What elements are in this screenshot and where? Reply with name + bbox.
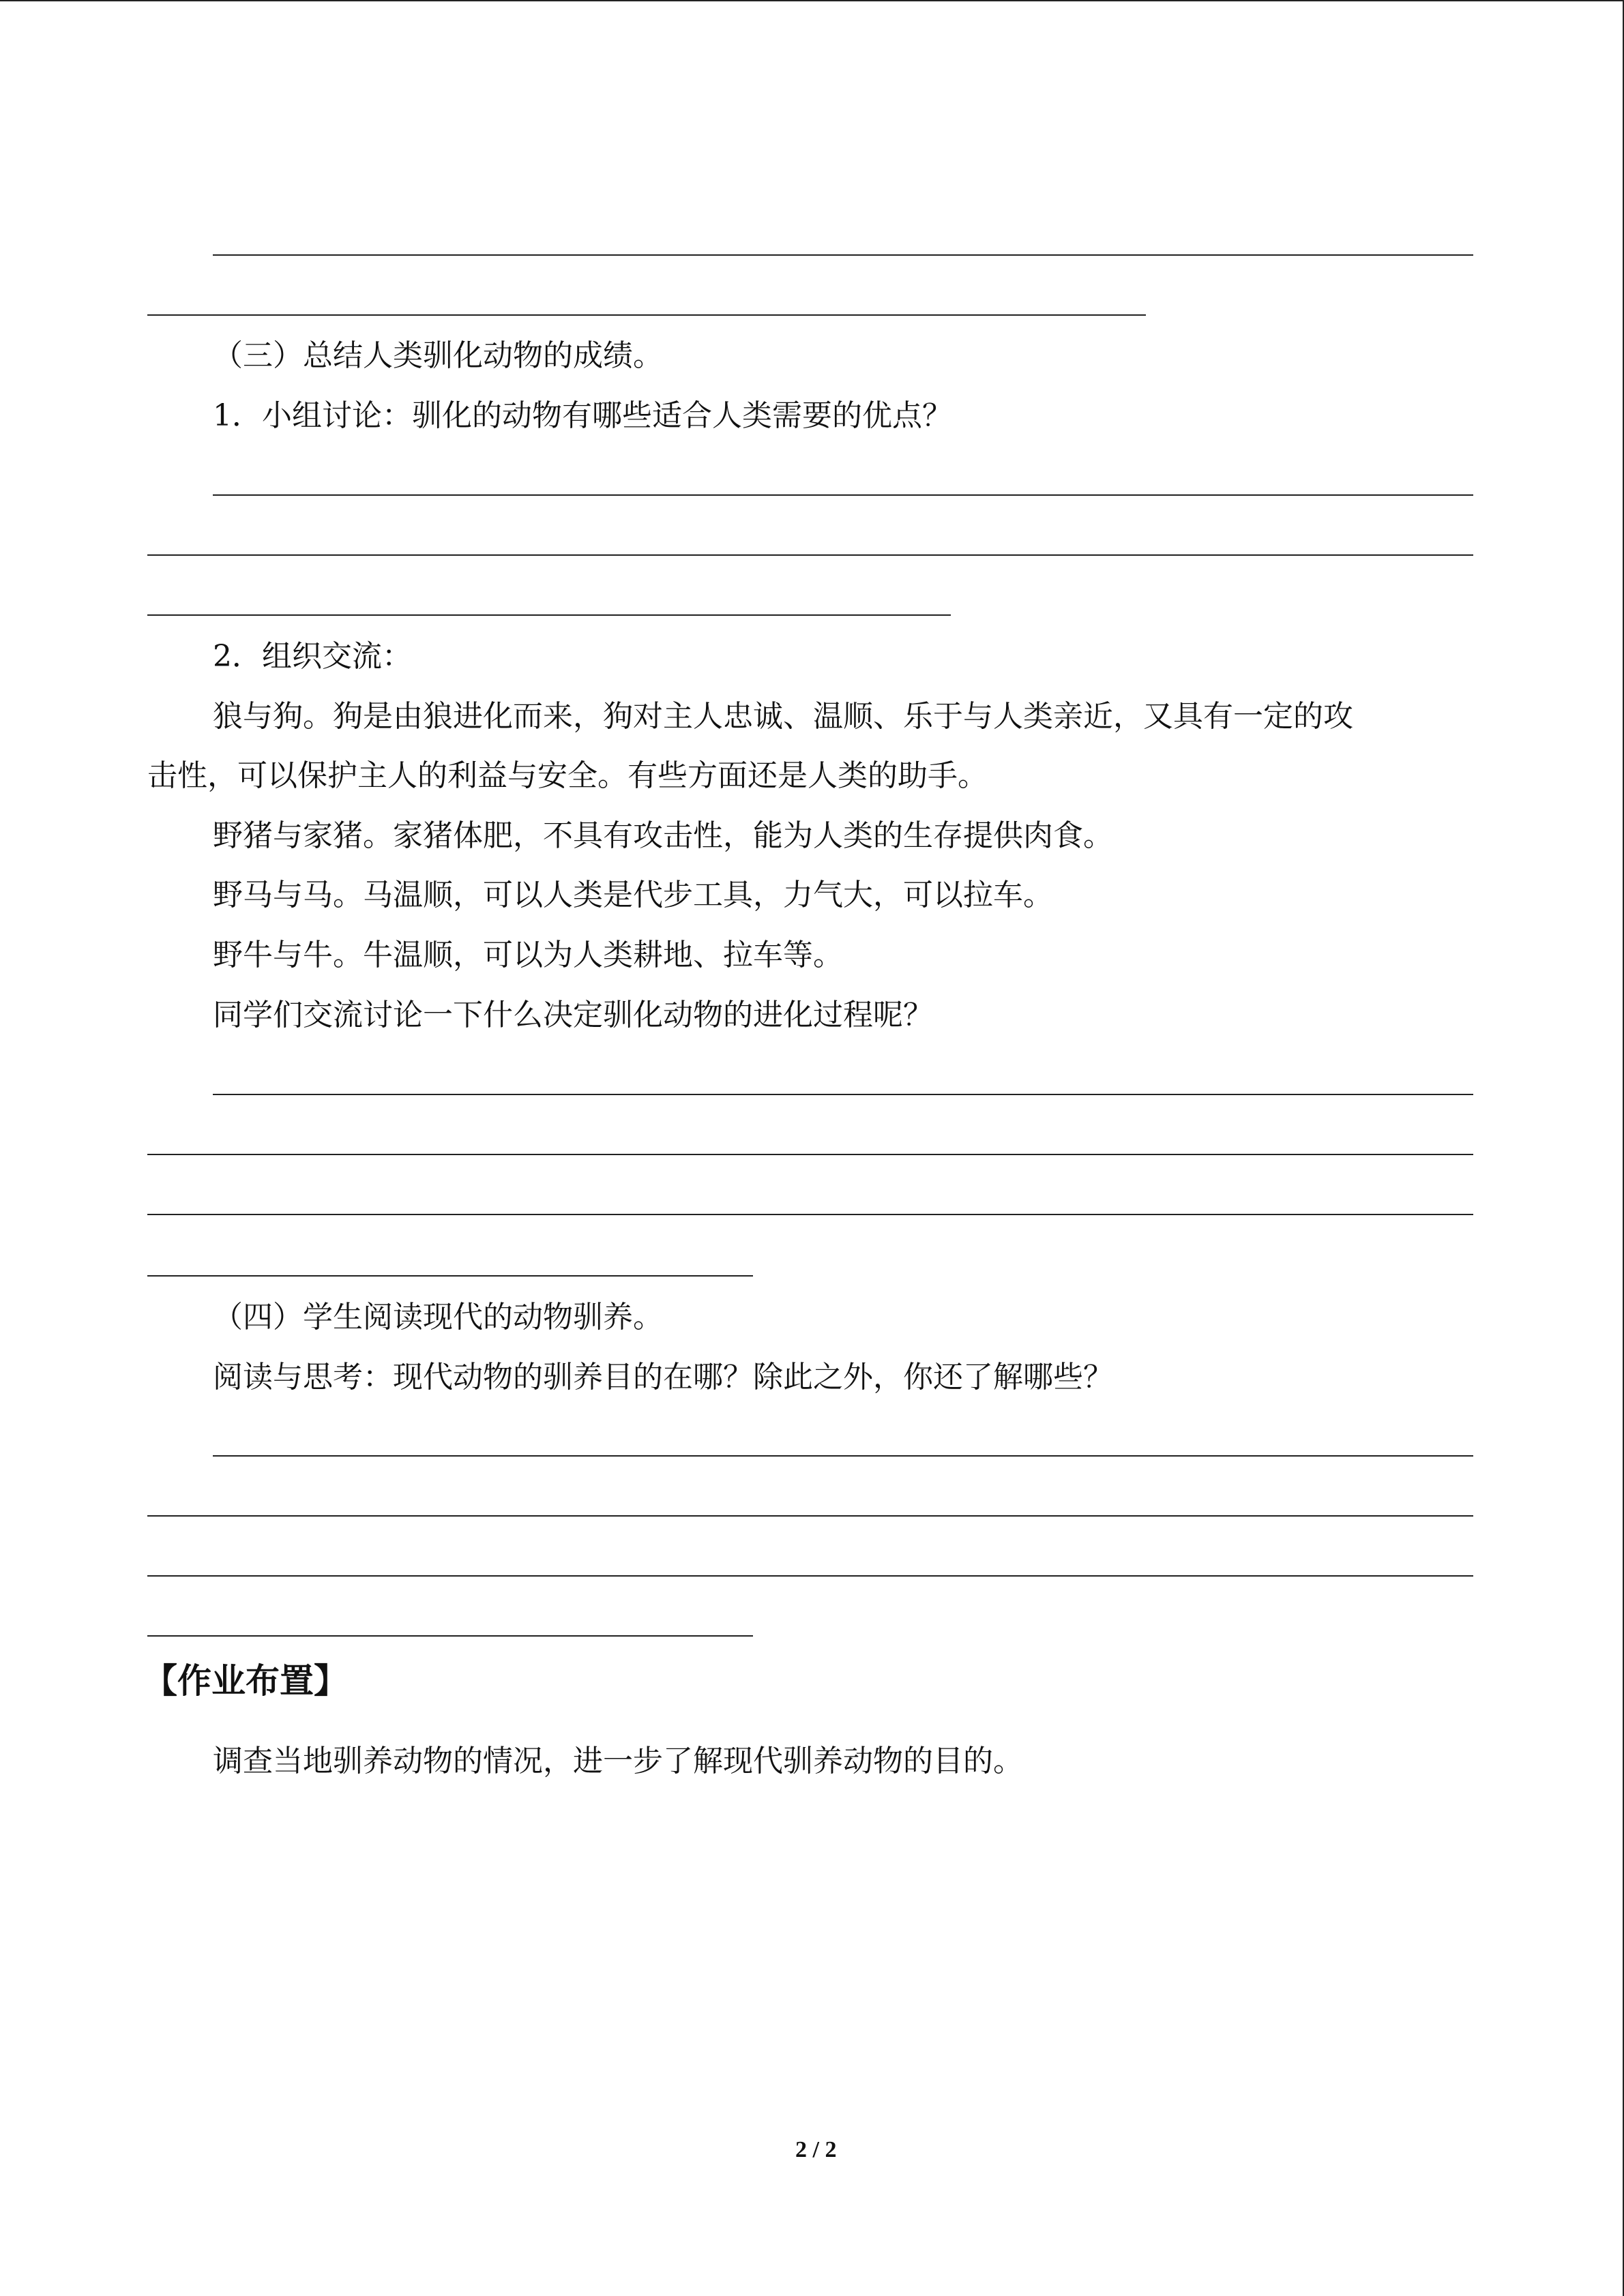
answer-line[interactable]	[147, 554, 1473, 556]
answer-line[interactable]	[147, 1635, 753, 1637]
question-1: 1．小组讨论：驯化的动物有哪些适合人类需要的优点？	[213, 398, 952, 433]
paragraph-wolf-dog-line1: 狼与狗。狗是由狼进化而来，狗对主人忠诚、温顺、乐于与人类亲近，又具有一定的攻	[213, 699, 1353, 734]
question-2: 2．组织交流：	[213, 639, 412, 674]
paragraph-wolf-dog-line2: 击性，可以保护主人的利益与安全。有些方面还是人类的助手。	[147, 758, 988, 793]
section-4-title: （四）学生阅读现代的动物驯养。	[213, 1300, 663, 1335]
answer-line[interactable]	[147, 1214, 1473, 1215]
answer-line[interactable]	[147, 1575, 1473, 1577]
homework-text: 调查当地驯养动物的情况，进一步了解现代驯养动物的目的。	[213, 1744, 1023, 1778]
answer-line[interactable]	[213, 1094, 1473, 1095]
answer-line[interactable]	[147, 1154, 1473, 1155]
homework-heading: 【作业布置】	[143, 1661, 348, 1701]
page-number: 2 / 2	[795, 2137, 837, 2162]
answer-line[interactable]	[147, 314, 1146, 316]
answer-line[interactable]	[147, 1275, 753, 1277]
answer-line[interactable]	[147, 1515, 1473, 1517]
answer-line[interactable]	[147, 614, 951, 616]
discussion-question: 同学们交流讨论一下什么决定驯化动物的进化过程呢？	[213, 998, 933, 1032]
section-3-title: （三）总结人类驯化动物的成绩。	[213, 338, 663, 373]
answer-line[interactable]	[213, 254, 1473, 256]
reading-question: 阅读与思考：现代动物的驯养目的在哪？除此之外，你还了解哪些？	[213, 1360, 1113, 1395]
answer-line[interactable]	[213, 494, 1473, 496]
paragraph-horse: 野马与马。马温顺，可以人类是代步工具，力气大，可以拉车。	[213, 878, 1053, 912]
answer-line[interactable]	[213, 1455, 1473, 1457]
paragraph-cattle: 野牛与牛。牛温顺，可以为人类耕地、拉车等。	[213, 938, 843, 972]
paragraph-pig: 野猪与家猪。家猪体肥，不具有攻击性，能为人类的生存提供肉食。	[213, 818, 1113, 853]
